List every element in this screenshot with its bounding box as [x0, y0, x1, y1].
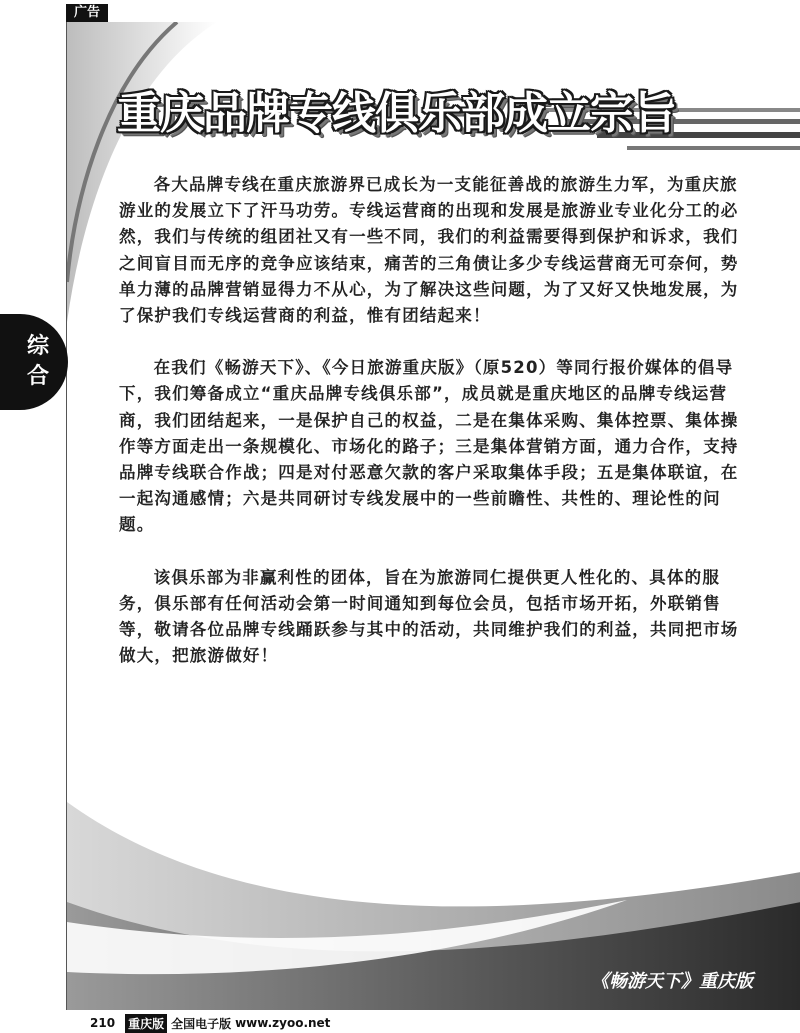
footer-brand: 重庆版 — [125, 1014, 167, 1033]
signature: 《畅游天下》重庆版 — [591, 971, 753, 992]
ad-badge: 广告 — [66, 4, 108, 22]
title-stripe — [627, 146, 800, 150]
side-tab — [0, 314, 68, 410]
paragraph: 各大品牌专线在重庆旅游界已成长为一支能征善战的旅游生力军，为重庆旅游业的发展立下了汗马功劳。专线运营商的出现和发展是旅游业专业化分工的必然，我们与传统的组团社又有一些不同，我们的利益需要得到保护和诉求，我们之间盲目而无序的竞争应该结束，痛苦的三角债让多少专线运营商无可奈何，势单力薄的品牌营销显得力不从心，为了解决这些问题，为了又好又快地发展，为了保护我们专线运营商的利益，惟有团结起来！ — [119, 175, 739, 326]
page-number: 210 — [90, 1016, 116, 1030]
paragraph: 该俱乐部为非赢利性的团体，旨在为旅游同仁提供更人性化的、具体的服务，俱乐部有任何活动会第一时间通知到每位会员，包括市场开拓，外联销售等，敬请各位品牌专线踊跃参与其中的活动，共同维护我们的利益，共同把市场做大，把旅游做好！ — [119, 567, 739, 666]
side-tab-char: 综 — [26, 334, 49, 359]
side-tab-char: 合 — [26, 364, 49, 389]
footer-edition: 全国电子版 — [171, 1016, 232, 1031]
content-frame — [66, 22, 800, 1010]
paragraph: 在我们《畅游天下》、《今日旅游重庆版》（原520）等同行报价媒体的倡导下，我们筹备成立“重庆品牌专线俱乐部”，成员就是重庆地区的品牌专线运营商，我们团结起来，一是保护自己的权益，二是在集体采购、集体控票、集体操作等方面走出一条规模化、市场化的路子；三是集体营销方面，通力合作，支持品牌专线联合作战；四是对付恶意欠款的客户采取集体手段；五是集体联谊，在一起沟通感情；六是共同研讨专线发展中的一些前瞻性、共性的、理论性的问题。 — [119, 358, 739, 535]
page-title: 重庆品牌专线俱乐部成立宗旨 — [117, 88, 676, 139]
footer — [90, 1014, 330, 1032]
article-body — [119, 172, 749, 695]
footer-url: www.zyoo.net — [235, 1016, 331, 1030]
